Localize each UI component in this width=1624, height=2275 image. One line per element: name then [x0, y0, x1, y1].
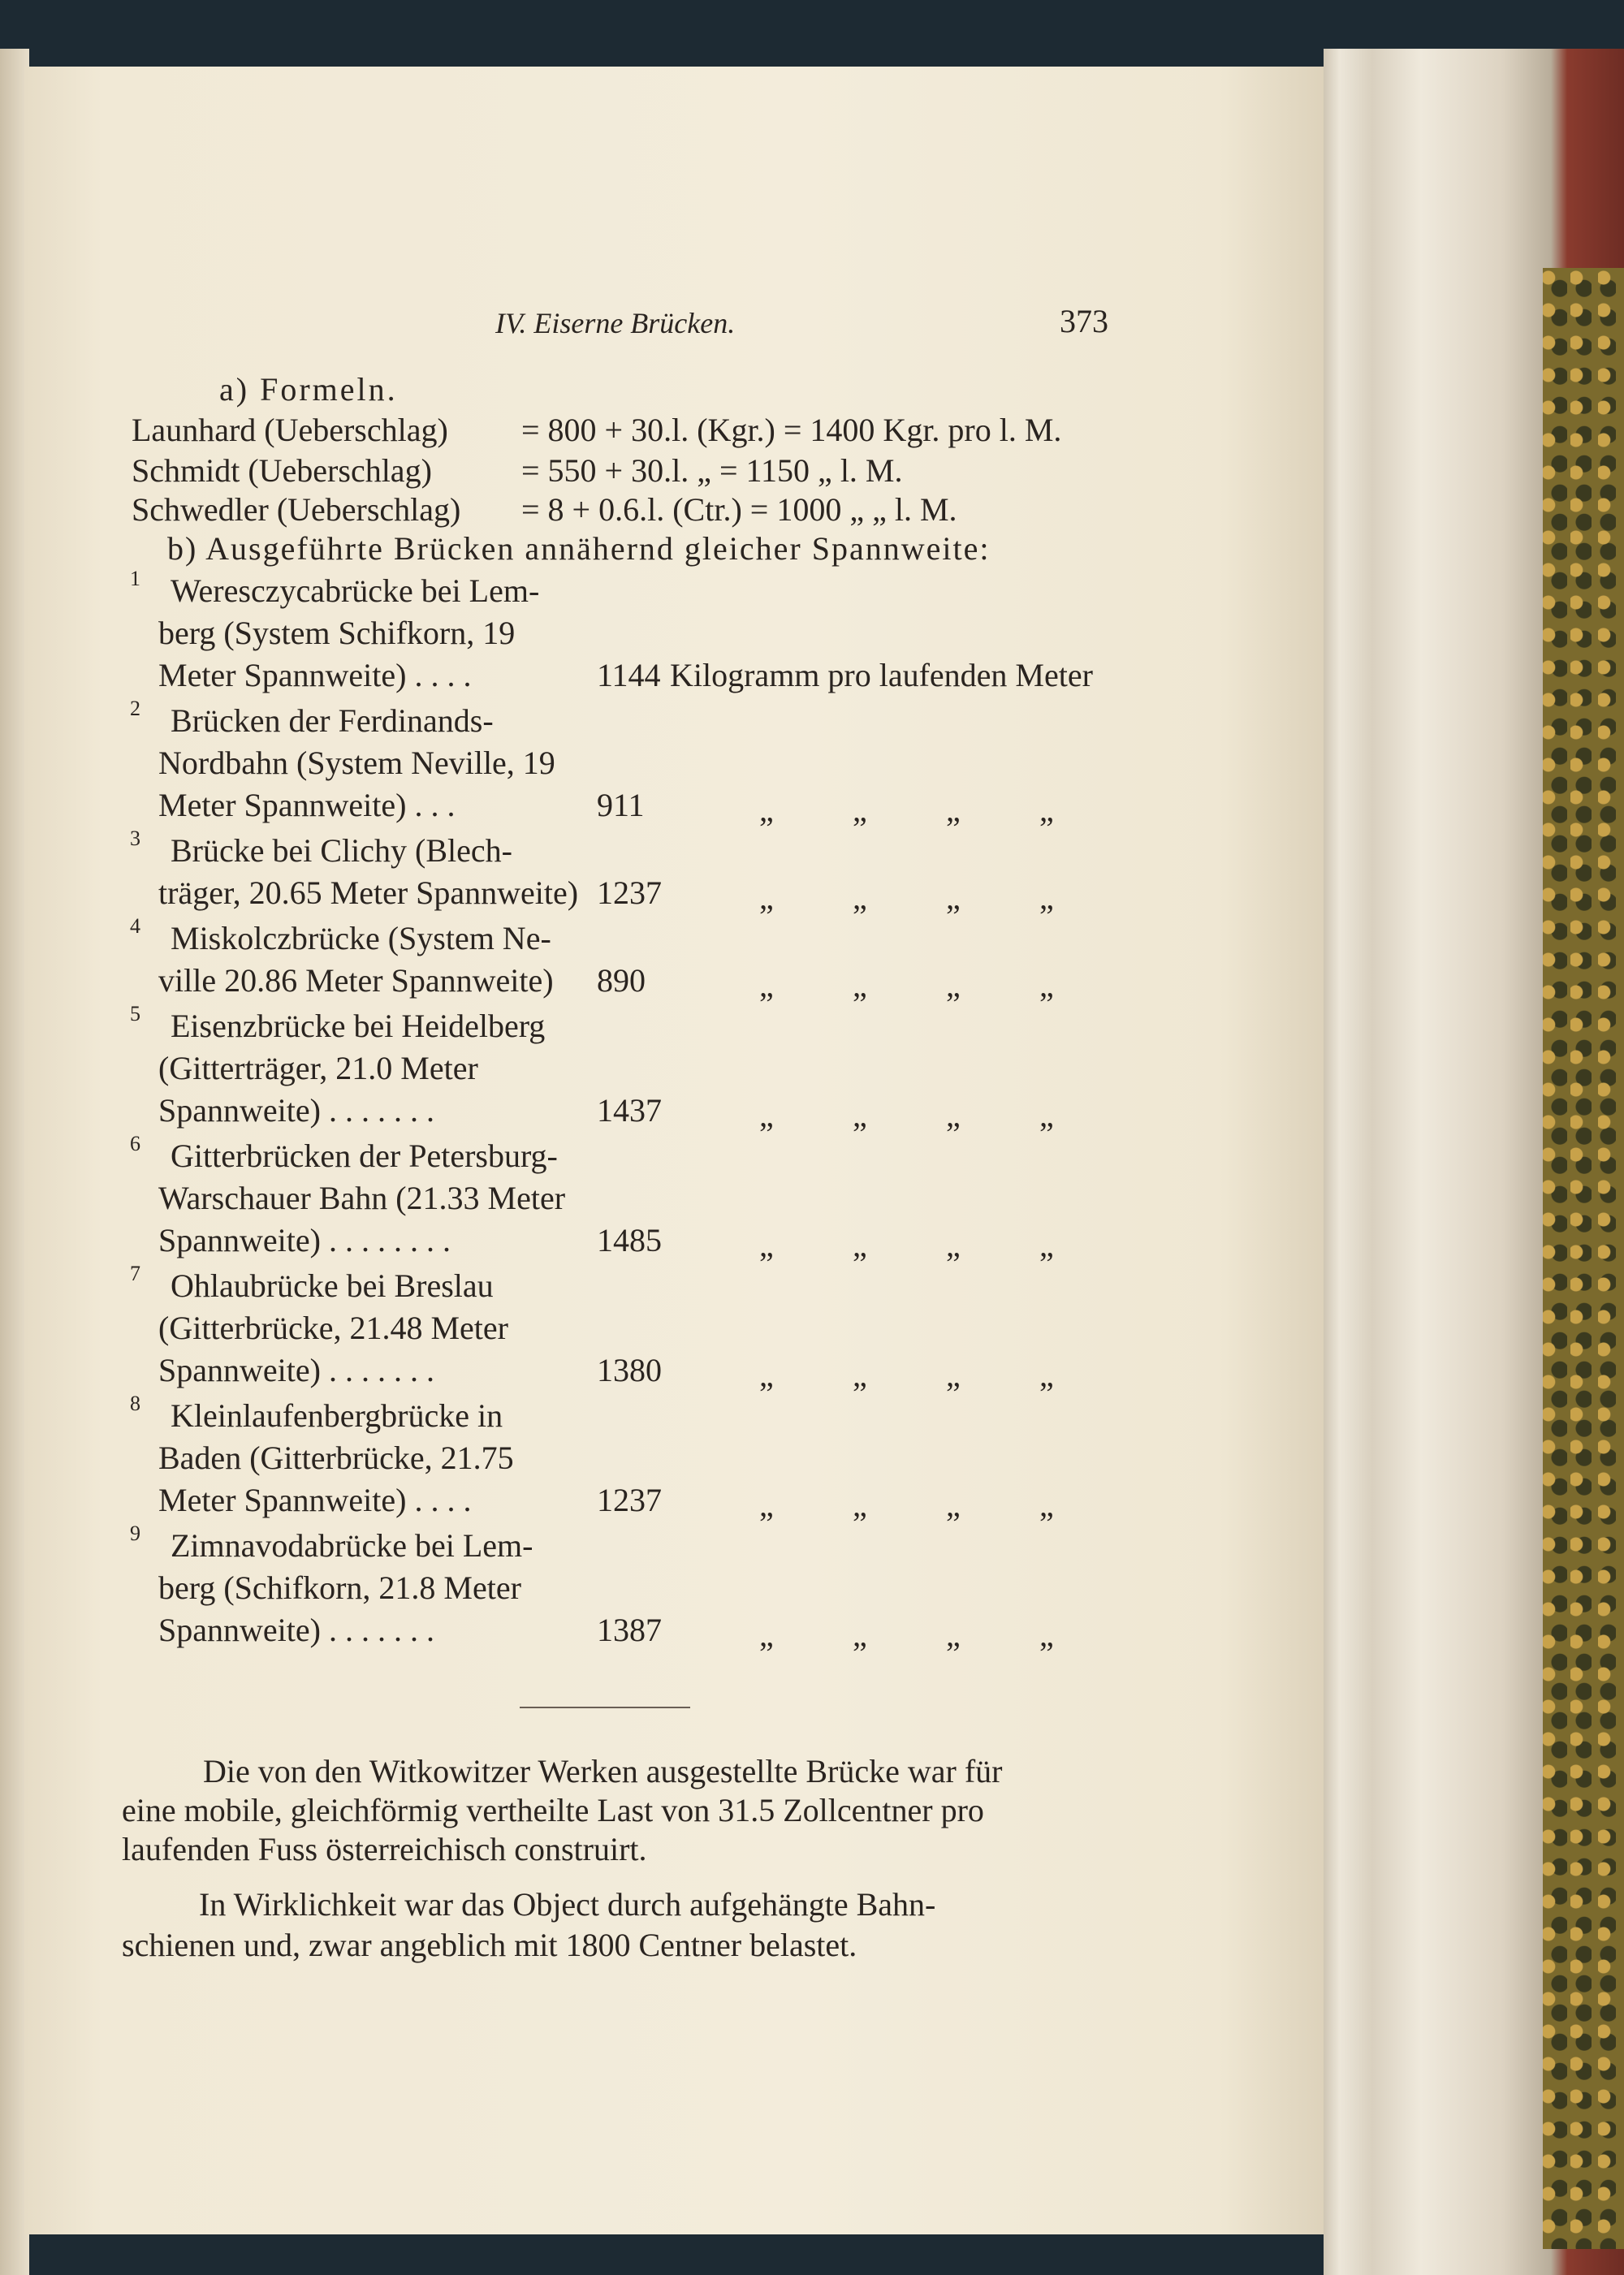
bridge-description-line: Weresczycabrücke bei Lem- [171, 572, 540, 609]
ditto-mark: „ [1039, 879, 1054, 916]
formula-name: Schwedler (Ueberschlag) [132, 491, 461, 528]
load-value: 890 [597, 962, 646, 999]
bridge-description-line: Miskolczbrücke (System Ne- [171, 920, 551, 956]
ditto-mark: „ [759, 1357, 774, 1393]
load-value: 1387 [597, 1612, 662, 1648]
bridge-description-line: Brücke bei Clichy (Blech- [171, 832, 512, 869]
ditto-mark: „ [759, 879, 774, 916]
bridges-heading: b) Ausgeführte Brücken annähernd gleicher Spannweite: [167, 530, 991, 567]
formula-name: Schmidt (Ueberschlag) [132, 452, 432, 489]
bridge-description-line: Eisenzbrücke bei Heidelberg [171, 1008, 546, 1044]
ditto-mark: „ [759, 1097, 774, 1133]
ditto-mark: „ [853, 1617, 867, 1653]
bridge-description-line: Spannweite) . . . . . . . [158, 1352, 434, 1388]
formula-expression: = 8 + 0.6.l. (Ctr.) = 1000 „ „ l. M. [521, 491, 957, 528]
ditto-mark: „ [759, 1487, 774, 1523]
bridge-description-line: Meter Spannweite) . . . [158, 787, 456, 823]
footnote-number: 2 [130, 697, 140, 720]
ditto-mark: „ [759, 967, 774, 1004]
ditto-mark: „ [946, 1227, 961, 1263]
ditto-mark: „ [946, 792, 961, 828]
footnote-number: 5 [130, 1002, 140, 1025]
ditto-mark: „ [853, 879, 867, 916]
footnote-number: 8 [130, 1392, 140, 1415]
ditto-mark: „ [1039, 792, 1054, 828]
bridge-description-line: berg (System Schifkorn, 19 [158, 615, 516, 651]
ditto-mark: „ [1039, 1097, 1054, 1133]
footnote-number: 4 [130, 914, 140, 938]
ditto-mark: „ [853, 1097, 867, 1133]
ditto-mark: „ [946, 1357, 961, 1393]
bridge-description-line: Nordbahn (System Neville, 19 [158, 745, 555, 781]
load-unit: Kilogramm pro laufenden Meter [670, 657, 1093, 693]
bridge-description-line: Warschauer Bahn (21.33 Meter [158, 1180, 566, 1216]
load-value: 1485 [597, 1222, 662, 1258]
ditto-mark: „ [853, 967, 867, 1004]
ditto-mark: „ [759, 1617, 774, 1653]
ditto-mark: „ [946, 879, 961, 916]
closing-paragraph-line: In Wirklichkeit war das Object durch aufgehängte Bahn- [199, 1886, 936, 1923]
ditto-mark: „ [946, 967, 961, 1004]
bridge-description-line: Baden (Gitterbrücke, 21.75 [158, 1440, 514, 1476]
page-number: 373 [1060, 303, 1108, 339]
bridge-description-line: Spannweite) . . . . . . . [158, 1612, 434, 1648]
bridge-description-line: Spannweite) . . . . . . . . [158, 1222, 451, 1258]
formula-expression: = 550 + 30.l. „ = 1150 „ l. M. [521, 452, 903, 489]
running-header: IV. Eiserne Brücken. [495, 307, 736, 339]
ditto-mark: „ [759, 792, 774, 828]
ditto-mark: „ [1039, 1227, 1054, 1263]
footnote-number: 7 [130, 1262, 140, 1285]
footnote-number: 3 [130, 827, 140, 850]
load-value: 1380 [597, 1352, 662, 1388]
bridge-description-line: (Gitterträger, 21.0 Meter [158, 1050, 478, 1086]
bridge-description-line: (Gitterbrücke, 21.48 Meter [158, 1310, 508, 1346]
ditto-mark: „ [1039, 1617, 1054, 1653]
ditto-mark: „ [946, 1487, 961, 1523]
ditto-mark: „ [759, 1227, 774, 1263]
footnote-number: 1 [130, 567, 140, 590]
formulas-heading: a) Formeln. [219, 371, 398, 408]
load-value: 1237 [597, 1482, 662, 1518]
load-value: 1437 [597, 1092, 662, 1129]
ditto-mark: „ [853, 1357, 867, 1393]
bridge-description-line: Brücken der Ferdinands- [171, 702, 494, 739]
load-value: 1237 [597, 874, 662, 911]
ditto-mark: „ [1039, 1487, 1054, 1523]
ditto-mark: „ [1039, 967, 1054, 1004]
footnote-number: 6 [130, 1132, 140, 1155]
formula-expression: = 800 + 30.l. (Kgr.) = 1400 Kgr. pro l. M. [521, 412, 1062, 448]
marbled-cover [1543, 268, 1624, 2249]
formula-name: Launhard (Ueberschlag) [132, 412, 448, 448]
ditto-mark: „ [946, 1617, 961, 1653]
footnote-number: 9 [130, 1522, 140, 1545]
ditto-mark: „ [853, 1227, 867, 1263]
closing-paragraph-line: schienen und, zwar angeblich mit 1800 Centner belastet. [122, 1927, 857, 1963]
ditto-mark: „ [946, 1097, 961, 1133]
bridge-description-line: ville 20.86 Meter Spannweite) [158, 962, 554, 999]
book-page [24, 67, 1324, 2234]
closing-paragraph-line: eine mobile, gleichförmig vertheilte Last von 31.5 Zollcentner pro [122, 1792, 984, 1828]
bridge-description-line: Meter Spannweite) . . . . [158, 657, 472, 693]
bridge-description-line: träger, 20.65 Meter Spannweite) [158, 874, 579, 911]
bridge-description-line: Zimnavodabrücke bei Lem- [171, 1527, 533, 1564]
bridge-description-line: Gitterbrücken der Petersburg- [171, 1138, 558, 1174]
section-divider [520, 1707, 690, 1708]
load-value: 1144 [597, 657, 661, 693]
bridge-description-line: berg (Schifkorn, 21.8 Meter [158, 1569, 521, 1606]
bridge-description-line: Spannweite) . . . . . . . [158, 1092, 434, 1129]
closing-paragraph-line: laufenden Fuss österreichisch construirt. [122, 1831, 647, 1867]
ditto-mark: „ [1039, 1357, 1054, 1393]
bridge-description-line: Kleinlaufenbergbrücke in [171, 1397, 503, 1434]
ditto-mark: „ [853, 792, 867, 828]
bridge-description-line: Ohlaubrücke bei Breslau [171, 1267, 494, 1304]
bridge-description-line: Meter Spannweite) . . . . [158, 1482, 472, 1518]
closing-paragraph-line: Die von den Witkowitzer Werken ausgestellte Brücke war für [203, 1753, 1003, 1789]
load-value: 911 [597, 787, 645, 823]
ditto-mark: „ [853, 1487, 867, 1523]
